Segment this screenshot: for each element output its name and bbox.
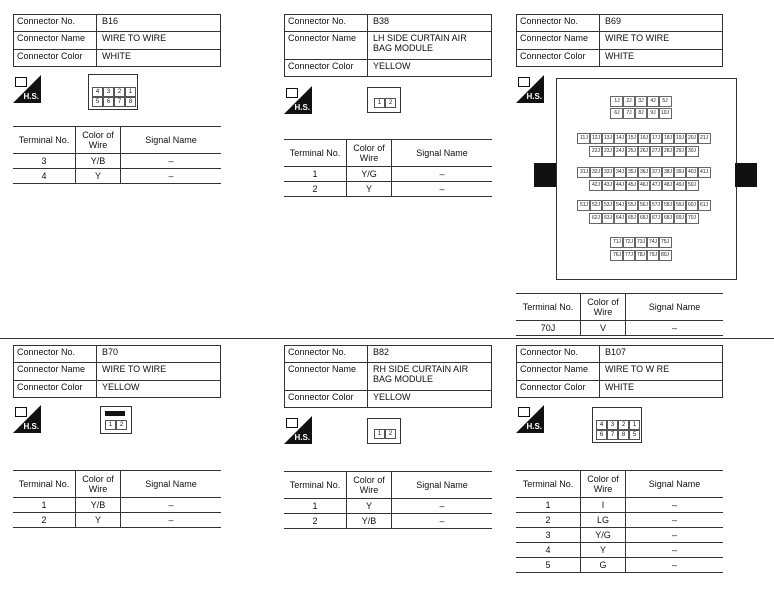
table-row: [284, 514, 492, 529]
pin-label: 55J: [625, 200, 639, 211]
connector-no-label: Connector No.: [14, 15, 97, 32]
pin-label: 46J: [637, 180, 651, 191]
wire-color-cell: Y/G: [347, 167, 392, 182]
latch-right: [735, 163, 757, 187]
pin-label: 17J: [649, 133, 663, 144]
wire-color-cell: Y: [581, 543, 626, 558]
connector-face-icon: [367, 418, 401, 444]
pin-label: 5: [92, 97, 103, 107]
pin-label: 65J: [625, 213, 639, 224]
pin-label: 52J: [589, 200, 603, 211]
pin-label: 38J: [661, 167, 675, 178]
pin-label: 16J: [637, 133, 651, 144]
pin-label: 40J: [685, 167, 699, 178]
pin-label: 36J: [637, 167, 651, 178]
connector-name-label: Connector Name: [517, 32, 600, 50]
pin-label: 60J: [685, 200, 699, 211]
wire-color-cell: Y/B: [76, 154, 121, 169]
pin-label: 42J: [589, 180, 603, 191]
connector-color-label: Connector Color: [517, 381, 600, 398]
table-row: [516, 558, 723, 573]
pin-label: 7: [607, 430, 618, 440]
signal-name-cell: –: [626, 321, 724, 336]
pin-label: 11J: [577, 133, 591, 144]
pin-label: 23J: [601, 146, 615, 157]
connector-color-label: Connector Color: [285, 391, 368, 408]
signal-name-cell: –: [626, 558, 724, 573]
pin-label: 1: [629, 420, 640, 430]
pin-label: 26J: [637, 146, 651, 157]
connector-color-value: YELLOW: [368, 391, 492, 408]
pin-label: 4: [596, 420, 607, 430]
terminal-table: [516, 470, 723, 573]
connector-color-value: WHITE: [97, 50, 221, 67]
pin-label: 33J: [601, 167, 615, 178]
pin-label: 35J: [625, 167, 639, 178]
wire-color-cell: Y: [76, 513, 121, 528]
pin-label: 2: [385, 98, 396, 108]
pin-label: 19J: [673, 133, 687, 144]
terminal-table: [284, 139, 492, 197]
connector-face-icon: [88, 74, 138, 110]
connector-color-value: YELLOW: [97, 381, 221, 398]
pin-label: 24J: [613, 146, 627, 157]
signal-name-cell: –: [392, 514, 493, 529]
connector-color-label: Connector Color: [14, 381, 97, 398]
connector-name-value: WIRE TO WIRE: [600, 32, 723, 50]
pin-label: 54J: [613, 200, 627, 211]
pin-label: 22J: [589, 146, 603, 157]
pin-label: 25J: [625, 146, 639, 157]
wire-color-cell: Y/B: [347, 514, 392, 529]
connector-no-label: Connector No.: [517, 346, 600, 363]
pin-label: 1: [374, 98, 385, 108]
pin-label: 8: [125, 97, 136, 107]
harness-side-icon: H.S.: [516, 405, 544, 433]
wire-color-header: Color of Wire: [581, 471, 626, 498]
pin-label: 44J: [613, 180, 627, 191]
pin-label: 31J: [577, 167, 591, 178]
pin-label: 75J: [658, 237, 672, 248]
connector-color-value: WHITE: [600, 50, 723, 67]
pin-label: 4: [92, 87, 103, 97]
pin-label: 6J: [610, 108, 624, 119]
connector-no-value: B70: [97, 346, 221, 363]
terminal-no-cell: 1: [284, 167, 347, 182]
pin-label: 79J: [646, 250, 660, 261]
connector-info-table: [516, 14, 723, 67]
pin-label: 68J: [661, 213, 675, 224]
connector-info-table: [284, 14, 492, 77]
pin-label: 48J: [661, 180, 675, 191]
pin-label: 64J: [613, 213, 627, 224]
pin-label: 21J: [697, 133, 711, 144]
pin-label: 29J: [673, 146, 687, 157]
connector-name-value: WIRE TO WIRE: [97, 363, 221, 381]
terminal-no-header: Terminal No.: [13, 471, 76, 498]
wire-color-header: Color of Wire: [347, 140, 392, 167]
signal-name-cell: –: [121, 169, 222, 184]
harness-side-icon: H.S.: [284, 416, 312, 444]
table-row: [13, 154, 221, 169]
connector-block-b69: [516, 14, 723, 67]
table-row: [284, 167, 492, 182]
terminal-no-header: Terminal No.: [284, 140, 347, 167]
pin-label: 66J: [637, 213, 651, 224]
terminal-no-cell: 2: [284, 182, 347, 197]
connector-no-value: B16: [97, 15, 221, 32]
pin-label: 32J: [589, 167, 603, 178]
pin-label: 47J: [649, 180, 663, 191]
terminal-table: [284, 471, 492, 529]
wire-color-header: Color of Wire: [581, 294, 626, 321]
wire-color-cell: I: [581, 498, 626, 513]
pin-label: 72J: [622, 237, 636, 248]
terminal-no-cell: 2: [284, 514, 347, 529]
connector-name-label: Connector Name: [14, 32, 97, 50]
pin-label: 76J: [610, 250, 624, 261]
pin-label: 71J: [610, 237, 624, 248]
table-row: [13, 513, 221, 528]
wire-color-cell: Y: [76, 169, 121, 184]
signal-name-cell: –: [121, 513, 222, 528]
pin-label: 5J: [658, 96, 672, 107]
connector-info-table: [13, 345, 221, 398]
connector-name-value: LH SIDE CURTAIN AIR BAG MODULE: [368, 32, 492, 60]
connector-color-label: Connector Color: [517, 50, 600, 67]
terminal-no-cell: 1: [284, 499, 347, 514]
pin-label: 1J: [610, 96, 624, 107]
terminal-no-cell: 3: [13, 154, 76, 169]
pin-label: 3J: [634, 96, 648, 107]
connector-name-value: WIRE TO WIRE: [97, 32, 221, 50]
wire-color-header: Color of Wire: [76, 127, 121, 154]
terminal-no-header: Terminal No.: [516, 294, 581, 321]
terminal-table: [13, 126, 221, 184]
wire-color-cell: Y/G: [581, 528, 626, 543]
connector-color-label: Connector Color: [14, 50, 97, 67]
pin-label: 56J: [637, 200, 651, 211]
pin-label: 6: [103, 97, 114, 107]
terminal-no-cell: 4: [516, 543, 581, 558]
pin-label: 8: [618, 430, 629, 440]
connector-no-label: Connector No.: [517, 15, 600, 32]
pin-label: 3: [103, 87, 114, 97]
pin-label: 51J: [577, 200, 591, 211]
connector-no-label: Connector No.: [14, 346, 97, 363]
connector-name-label: Connector Name: [14, 363, 97, 381]
pin-label: 59J: [673, 200, 687, 211]
pin-label: 8J: [634, 108, 648, 119]
table-row: [516, 513, 723, 528]
signal-name-cell: –: [392, 499, 493, 514]
pin-label: 2: [385, 429, 396, 439]
table-row: [13, 498, 221, 513]
connector-color-label: Connector Color: [285, 60, 368, 77]
pin-label: 20J: [685, 133, 699, 144]
signal-name-header: Signal Name: [121, 471, 222, 498]
connector-no-label: Connector No.: [285, 15, 368, 32]
connector-name-label: Connector Name: [517, 363, 600, 381]
terminal-no-header: Terminal No.: [13, 127, 76, 154]
wire-color-cell: G: [581, 558, 626, 573]
table-row: [516, 528, 723, 543]
pin-label: 7: [114, 97, 125, 107]
table-row: [516, 498, 723, 513]
table-row: [516, 321, 723, 336]
pin-label: 2J: [622, 96, 636, 107]
pin-label: 50J: [685, 180, 699, 191]
table-row: [284, 499, 492, 514]
pin-label: 28J: [661, 146, 675, 157]
pin-label: 2: [116, 420, 127, 430]
signal-name-header: Signal Name: [392, 140, 493, 167]
connector-name-label: Connector Name: [285, 32, 368, 60]
signal-name-cell: –: [392, 167, 493, 182]
harness-side-icon: H.S.: [13, 75, 41, 103]
terminal-no-cell: 5: [516, 558, 581, 573]
pin-label: 7J: [622, 108, 636, 119]
pin-label: 9J: [646, 108, 660, 119]
wire-color-header: Color of Wire: [347, 472, 392, 499]
terminal-no-cell: 2: [13, 513, 76, 528]
pin-label: 61J: [697, 200, 711, 211]
connector-face-icon: [592, 407, 642, 443]
signal-name-cell: –: [626, 543, 724, 558]
signal-name-header: Signal Name: [392, 472, 493, 499]
connector-face-icon: [100, 406, 132, 434]
connector-block-b38: [284, 14, 492, 77]
connector-name-label: Connector Name: [285, 363, 368, 391]
connector-name-value: WIRE TO W RE: [600, 363, 723, 381]
wire-color-cell: Y: [347, 499, 392, 514]
harness-side-icon: H.S.: [13, 405, 41, 433]
wire-color-cell: V: [581, 321, 626, 336]
pin-label: 53J: [601, 200, 615, 211]
pin-label: 77J: [622, 250, 636, 261]
harness-side-icon: H.S.: [516, 75, 544, 103]
pin-label: 14J: [613, 133, 627, 144]
connector-face-icon: [367, 87, 401, 113]
connector-info-table: [284, 345, 492, 408]
pin-label: 78J: [634, 250, 648, 261]
connector-block-b16: [13, 14, 221, 67]
terminal-no-cell: 1: [13, 498, 76, 513]
table-row: [516, 543, 723, 558]
wire-color-cell: Y: [347, 182, 392, 197]
pin-label: 37J: [649, 167, 663, 178]
pin-label: 12J: [589, 133, 603, 144]
signal-name-header: Signal Name: [626, 471, 724, 498]
connector-no-label: Connector No.: [285, 346, 368, 363]
pin-label: 4J: [646, 96, 660, 107]
terminal-no-header: Terminal No.: [516, 471, 581, 498]
connector-no-value: B69: [600, 15, 723, 32]
table-row: [284, 182, 492, 197]
pin-label: 39J: [673, 167, 687, 178]
pin-label: 57J: [649, 200, 663, 211]
signal-name-cell: –: [626, 528, 724, 543]
pin-label: 27J: [649, 146, 663, 157]
pin-label: 3: [607, 420, 618, 430]
pin-label: 74J: [646, 237, 660, 248]
pin-label: 1: [374, 429, 385, 439]
wire-color-cell: Y/B: [76, 498, 121, 513]
wire-color-header: Color of Wire: [76, 471, 121, 498]
signal-name-header: Signal Name: [626, 294, 724, 321]
connector-block-b107: [516, 345, 723, 398]
signal-name-cell: –: [626, 513, 724, 528]
connector-info-table: [516, 345, 723, 398]
pin-label: 45J: [625, 180, 639, 191]
signal-name-cell: –: [121, 154, 222, 169]
harness-side-icon: H.S.: [284, 86, 312, 114]
pin-label: 10J: [658, 108, 672, 119]
terminal-table: [516, 293, 723, 336]
latch-left: [534, 163, 556, 187]
pin-label: 1: [125, 87, 136, 97]
terminal-no-cell: 70J: [516, 321, 581, 336]
connector-no-value: B38: [368, 15, 492, 32]
pin-label: 43J: [601, 180, 615, 191]
connector-color-value: WHITE: [600, 381, 723, 398]
terminal-no-cell: 1: [516, 498, 581, 513]
pin-label: 6: [596, 430, 607, 440]
connector-name-value: RH SIDE CURTAIN AIR BAG MODULE: [368, 363, 492, 391]
pin-label: 5: [629, 430, 640, 440]
pin-label: 18J: [661, 133, 675, 144]
wire-color-cell: LG: [581, 513, 626, 528]
pin-label: 15J: [625, 133, 639, 144]
pin-label: 2: [114, 87, 125, 97]
pin-label: 30J: [685, 146, 699, 157]
pin-label: 58J: [661, 200, 675, 211]
pin-label: 62J: [589, 213, 603, 224]
pin-label: 63J: [601, 213, 615, 224]
connector-info-table: [13, 14, 221, 67]
pin-label: 70J: [685, 213, 699, 224]
connector-no-value: B82: [368, 346, 492, 363]
pin-label: 1: [105, 420, 116, 430]
pin-label: 13J: [601, 133, 615, 144]
signal-name-cell: –: [626, 498, 724, 513]
signal-name-header: Signal Name: [121, 127, 222, 154]
pin-label: 73J: [634, 237, 648, 248]
table-row: [13, 169, 221, 184]
pin-label: 80J: [658, 250, 672, 261]
signal-name-cell: –: [121, 498, 222, 513]
pin-label: 49J: [673, 180, 687, 191]
connector-no-value: B107: [600, 346, 723, 363]
terminal-table: [13, 470, 221, 528]
connector-block-b82: [284, 345, 492, 408]
pin-label: 69J: [673, 213, 687, 224]
connector-color-value: YELLOW: [368, 60, 492, 77]
terminal-no-header: Terminal No.: [284, 472, 347, 499]
terminal-no-cell: 3: [516, 528, 581, 543]
pin-label: 67J: [649, 213, 663, 224]
signal-name-cell: –: [392, 182, 493, 197]
pin-label: 34J: [613, 167, 627, 178]
terminal-no-cell: 4: [13, 169, 76, 184]
section-divider: [0, 338, 774, 339]
pin-label: 41J: [697, 167, 711, 178]
connector-block-b70: [13, 345, 221, 398]
pin-label: 2: [618, 420, 629, 430]
terminal-no-cell: 2: [516, 513, 581, 528]
